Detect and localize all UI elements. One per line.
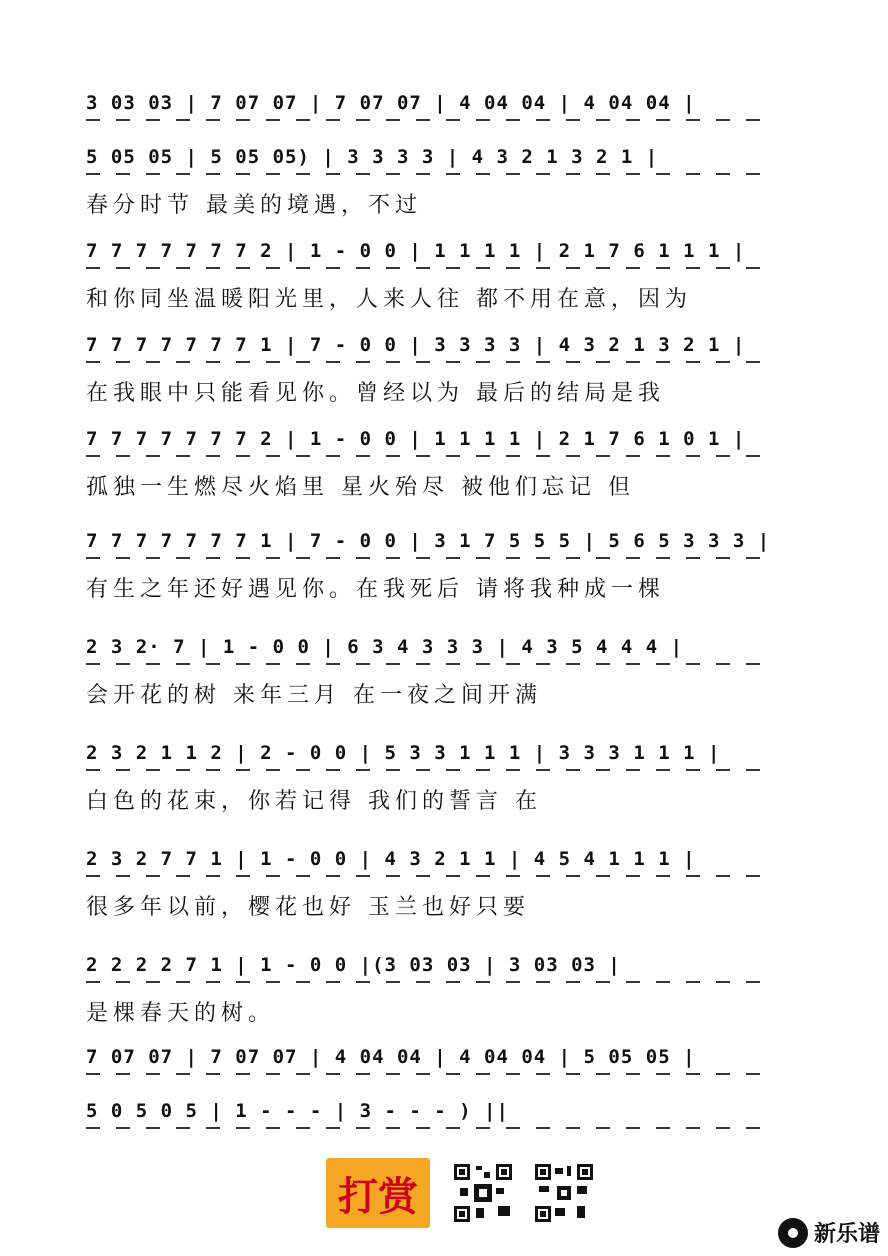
lyrics: 白色的花束，你若记得 我们的誓言 在 [86, 789, 542, 814]
lyrics: 春分时节 最美的境遇，不过 [86, 193, 422, 218]
notation: 7 7 7 7 7 7 7 1 | 7 - 0 0 | 3 3 3 3 | 4 3 2 1 3 2 1 | [86, 334, 810, 356]
lyrics: 有生之年还好遇见你。在我死后 请将我种成一棵 [86, 577, 665, 602]
brand-name: 新乐谱 [813, 1222, 880, 1247]
lyrics: 和你同坐温暖阳光里，人来人往 都不用在意，因为 [86, 287, 692, 312]
wechat-qr-icon [452, 1162, 514, 1224]
notation: 2 2 2 2 7 1 | 1 - 0 0 |(3 03 03 | 3 03 03 | [86, 954, 810, 976]
notation: 2 3 2 7 7 1 | 1 - 0 0 | 4 3 2 1 1 | 4 5 4 1 1 1 | [86, 848, 810, 870]
notation: 5 05 05 | 5 05 05) | 3 3 3 3 | 4 3 2 1 3 2 1 | [86, 146, 810, 168]
notation: 2 3 2· 7 | 1 - 0 0 | 6 3 4 3 3 3 | 4 3 5 4 4 4 | [86, 636, 810, 658]
notation: 7 7 7 7 7 7 7 2 | 1 - 0 0 | 1 1 1 1 | 2 1 7 6 1 1 1 | [86, 240, 810, 262]
notation: 7 7 7 7 7 7 7 2 | 1 - 0 0 | 1 1 1 1 | 2 1 7 6 1 0 1 | [86, 428, 810, 450]
lyrics: 在我眼中只能看见你。曾经以为 最后的结局是我 [86, 381, 665, 406]
tip-button[interactable]: 打赏 [326, 1158, 430, 1228]
alipay-qr-icon [533, 1162, 595, 1224]
notation: 5 0 5 0 5 | 1 - - - | 3 - - - ) || [86, 1100, 810, 1122]
notation: 2 3 2 1 1 2 | 2 - 0 0 | 5 3 3 1 1 1 | 3 3 3 1 1 1 | [86, 742, 810, 764]
notation: 3 03 03 | 7 07 07 | 7 07 07 | 4 04 04 | 4 04 04 | [86, 92, 810, 114]
lyrics: 是棵春天的树。 [86, 1001, 276, 1026]
footer [0, 1150, 888, 1256]
vinyl-disc-icon [778, 1218, 808, 1248]
lyrics: 会开花的树 来年三月 在一夜之间开满 [86, 683, 542, 708]
notation: 7 07 07 | 7 07 07 | 4 04 04 | 4 04 04 | 5 05 05 | [86, 1046, 810, 1068]
brand [778, 1217, 880, 1248]
notation: 7 7 7 7 7 7 7 1 | 7 - 0 0 | 3 1 7 5 5 5 | 5 6 5 3 3 3 | [86, 530, 810, 552]
lyrics: 很多年以前，樱花也好 玉兰也好只要 [86, 895, 530, 920]
lyrics: 孤独一生燃尽火焰里 星火殆尽 被他们忘记 但 [86, 475, 635, 500]
